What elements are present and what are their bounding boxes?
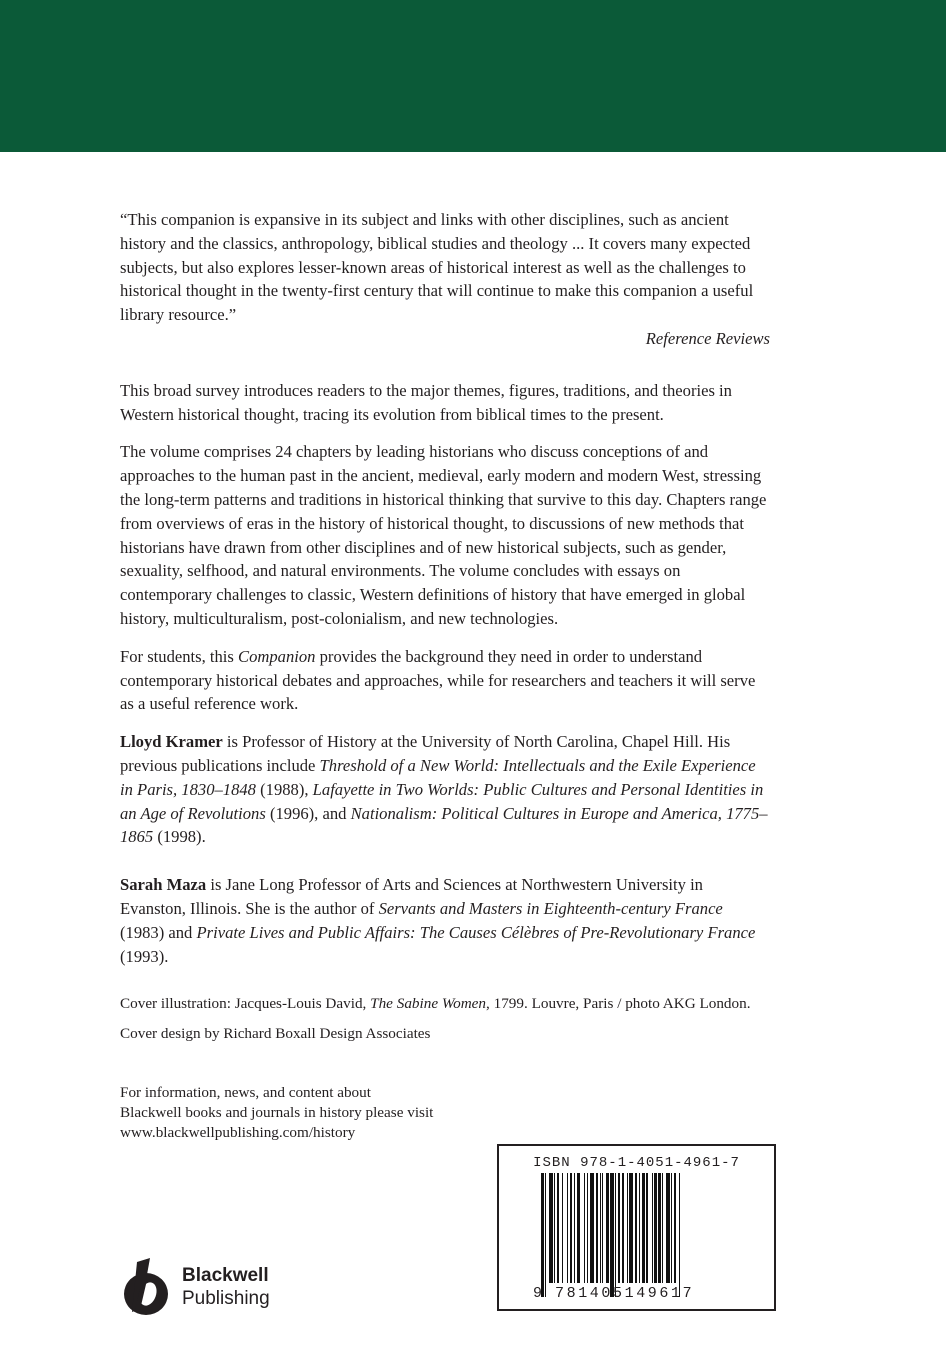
barcode-bar <box>584 1173 585 1283</box>
barcode-bar <box>554 1173 555 1283</box>
barcode-bar <box>541 1173 544 1297</box>
barcode-bar <box>602 1173 603 1283</box>
barcode-bar <box>639 1173 640 1283</box>
barcode-bar <box>587 1173 588 1283</box>
ean-digits: 781405149617 <box>555 1285 695 1302</box>
description-paragraph-1: This broad survey introduces readers to the major themes, figures, traditions, and theories in Western historical thought, tracing its evolution from biblical times to the present. <box>120 380 732 424</box>
author-name-maza: Sarah Maza <box>120 875 207 895</box>
barcode-bar <box>610 1173 614 1297</box>
barcode-bar <box>596 1173 599 1283</box>
barcode-bar <box>574 1173 575 1283</box>
isbn-barcode <box>497 1144 776 1311</box>
barcode-bars <box>541 1173 741 1291</box>
publisher-name-line-1: Blackwell <box>182 1265 269 1286</box>
cover-illustration-credit: Cover illustration: Jacques-Louis David, The Sabine Women, 1799. Louvre, Paris / photo AKG London. <box>120 995 751 1013</box>
companion-title: Companion <box>238 646 316 666</box>
barcode-bar <box>674 1173 677 1283</box>
barcode-bar <box>629 1173 633 1283</box>
description-paragraph-3: For students, this Companion provides the background they need in order to understand contemporary historical debates and approaches, while for researchers and teachers it will serve as a useful reference work. <box>120 646 756 714</box>
publisher-name-line-2: Publishing <box>182 1288 270 1309</box>
barcode-bar <box>642 1173 645 1283</box>
info-line-2: Blackwell books and journals in history please visit <box>120 1104 434 1121</box>
barcode-bar <box>654 1173 657 1283</box>
barcode-bar <box>562 1173 563 1283</box>
review-quote: “This companion is expansive in its subject and links with other disciplines, such as ancient history and the classics, anthropology, biblical studies and theology ... It covers many expected subjects, but also explores lesser-known areas of historical interest as well as the challenges to historical thought in the twenty-first century that will continue to make this companion a useful library resource.” <box>120 210 754 325</box>
barcode-bar <box>590 1173 594 1283</box>
isbn-number: ISBN 978-1-4051-4961-7 <box>533 1155 740 1171</box>
description-paragraph-2: The volume comprises 24 chapters by leading historians who discuss conceptions of and approaches to the human past in the ancient, medieval, early modern and modern West, stressing the long-term patterns and traditions in historical thinking that survive to this day. Chapters range from overviews of eras in the history of historical thought, to discussions of new methods that historians have drawn from other disciplines and of new historical subjects, such as gender, sexuality, selfhood, and natural environments. The volume concludes with essays on contemporary challenges to classic, Western definitions of history that have emerged in global history, multiculturalism, post-colonialism, and new technologies. <box>120 442 767 628</box>
publisher-info <box>120 1083 480 1143</box>
top-color-band <box>0 0 946 152</box>
barcode-bar <box>577 1173 580 1283</box>
barcode-bar <box>615 1173 616 1297</box>
barcode-bar <box>606 1173 609 1283</box>
barcode-bar <box>662 1173 663 1283</box>
barcode-bar <box>600 1173 601 1283</box>
barcode-bar <box>646 1173 647 1283</box>
barcode-bar <box>652 1173 653 1283</box>
info-url: www.blackwellpublishing.com/history <box>120 1124 356 1141</box>
author-bio-kramer: Lloyd Kramer is Professor of History at the University of North Carolina, Chapel Hill. His previous publications include Threshold of a New World: Intellectuals and the Exile Experience in Paris, 1830–1848 (1988), Lafayette in Two Worlds: Public Cultures and Personal Identities in an Age of Revolutions (1996), and Nationalism: Political Cultures in Europe and America, 1775–1865 (1998). <box>120 732 768 847</box>
barcode-bar <box>622 1173 625 1283</box>
barcode-bar <box>671 1173 672 1283</box>
author-name-kramer: Lloyd Kramer <box>120 732 223 752</box>
back-cover-text <box>120 208 770 1044</box>
blackwell-logo <box>120 1258 320 1318</box>
barcode-bar <box>570 1173 573 1283</box>
author-bio-maza: Sarah Maza is Jane Long Professor of Arts and Sciences at Northwestern University in Evanston, Illinois. She is the author of Servants and Masters in Eighteenth-century France (1983) and Private Lives and Public Affairs: The Causes Célèbres of Pre-Revolutionary France (1993). <box>120 875 756 966</box>
barcode-bar <box>567 1173 568 1283</box>
blackwell-b-icon <box>120 1258 172 1316</box>
barcode-bar <box>679 1173 680 1297</box>
barcode-bar <box>549 1173 553 1283</box>
barcode-bar <box>666 1173 670 1283</box>
cover-design-credit: Cover design by Richard Boxall Design Associates <box>120 1025 431 1043</box>
barcode-bar <box>618 1173 621 1283</box>
review-source: Reference Reviews <box>645 328 770 348</box>
barcode-bar <box>545 1173 546 1297</box>
barcode-bar <box>658 1173 661 1283</box>
barcode-bar <box>627 1173 628 1283</box>
ean-first-digit: 9 <box>533 1285 543 1302</box>
info-line-1: For information, news, and content about <box>120 1084 371 1101</box>
barcode-bar <box>557 1173 560 1283</box>
barcode-bar <box>635 1173 638 1283</box>
